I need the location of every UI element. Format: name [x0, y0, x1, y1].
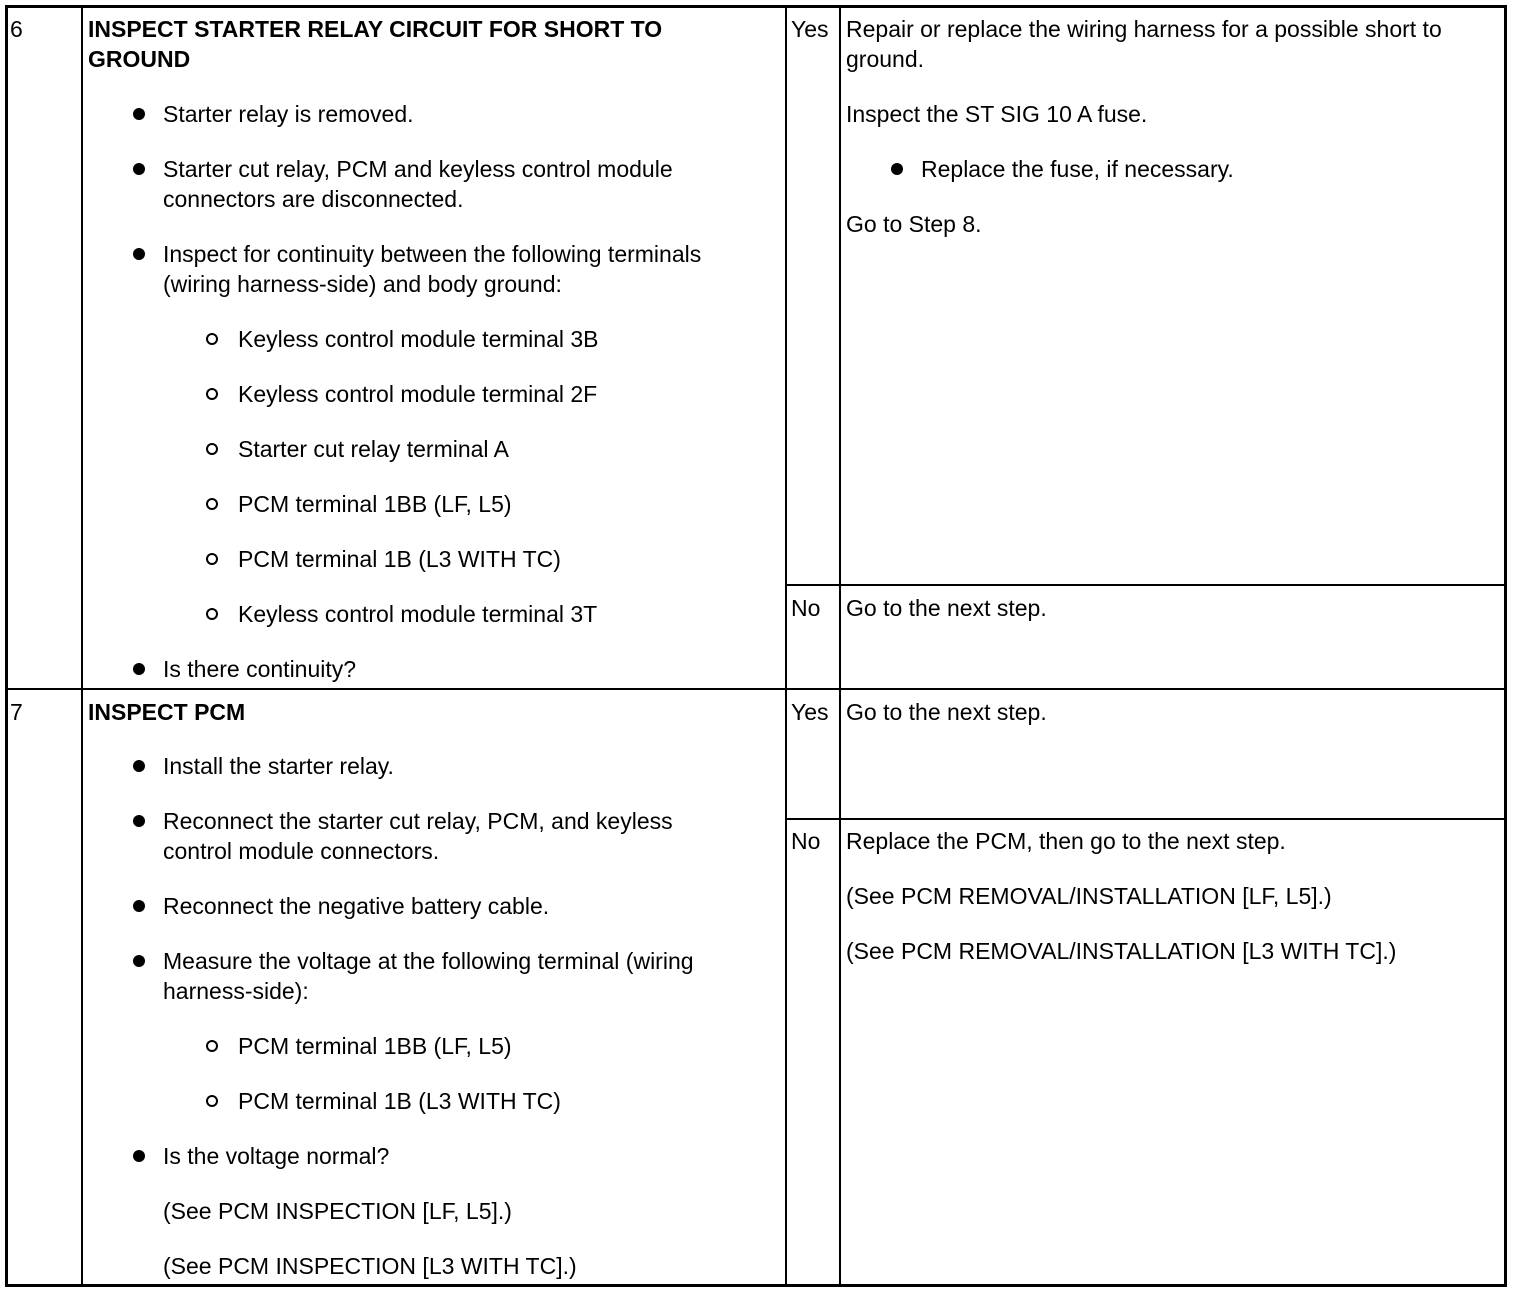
- row-divider: [5, 688, 1507, 690]
- terminal-item: Keyless control module terminal 3T: [238, 601, 598, 627]
- reference-link-text: (See PCM INSPECTION [L3 WITH TC].): [163, 1253, 577, 1279]
- step-instruction: Reconnect the starter cut relay, PCM, and keyless: [163, 808, 673, 834]
- step-question: Is there continuity?: [163, 656, 357, 682]
- reference-link-text: (See PCM REMOVAL/INSTALLATION [LF, L5].): [846, 883, 1332, 909]
- step-instruction: (wiring harness-side) and body ground:: [163, 271, 562, 297]
- terminal-item: PCM terminal 1BB (LF, L5): [238, 491, 512, 517]
- sub-bullet-icon: [206, 443, 218, 455]
- step-instruction: Install the starter relay.: [163, 753, 394, 779]
- result-action: Inspect the ST SIG 10 A fuse.: [846, 101, 1148, 127]
- step-title: INSPECT PCM: [88, 699, 246, 725]
- result-action: Go to the next step.: [846, 699, 1047, 725]
- sub-bullet-icon: [206, 1095, 218, 1107]
- column-divider: [839, 5, 841, 1287]
- bullet-icon: [133, 248, 145, 260]
- sub-bullet-icon: [206, 553, 218, 565]
- column-divider: [81, 5, 83, 1287]
- result-action: Replace the PCM, then go to the next step.: [846, 828, 1286, 854]
- result-divider: [785, 818, 1507, 820]
- terminal-item: PCM terminal 1B (L3 WITH TC): [238, 546, 561, 572]
- result-label-yes: Yes: [791, 16, 829, 42]
- terminal-item: Keyless control module terminal 2F: [238, 381, 598, 407]
- result-action: ground.: [846, 46, 925, 72]
- sub-bullet-icon: [206, 498, 218, 510]
- sub-bullet-icon: [206, 1040, 218, 1052]
- result-action: Replace the fuse, if necessary.: [921, 156, 1234, 182]
- bullet-icon: [133, 108, 145, 120]
- result-label-no: No: [791, 595, 821, 621]
- step-instruction: Measure the voltage at the following terminal (wiring: [163, 948, 694, 974]
- bullet-icon: [891, 163, 903, 175]
- step-title: GROUND: [88, 46, 191, 72]
- step-instruction: Starter cut relay, PCM and keyless control module: [163, 156, 673, 182]
- step-instruction: harness-side):: [163, 978, 309, 1004]
- result-action: Go to Step 8.: [846, 211, 982, 237]
- bullet-icon: [133, 760, 145, 772]
- step-number: 6: [10, 16, 23, 42]
- bullet-icon: [133, 900, 145, 912]
- bullet-icon: [133, 815, 145, 827]
- terminal-item: PCM terminal 1BB (LF, L5): [238, 1033, 512, 1059]
- step-instruction: Starter relay is removed.: [163, 101, 414, 127]
- sub-bullet-icon: [206, 388, 218, 400]
- sub-bullet-icon: [206, 608, 218, 620]
- reference-link-text: (See PCM INSPECTION [LF, L5].): [163, 1198, 512, 1224]
- terminal-item: PCM terminal 1B (L3 WITH TC): [238, 1088, 561, 1114]
- bullet-icon: [133, 163, 145, 175]
- terminal-item: Keyless control module terminal 3B: [238, 326, 599, 352]
- result-label-no: No: [791, 828, 821, 854]
- column-divider: [785, 5, 787, 1287]
- result-action: Repair or replace the wiring harness for a possible short to: [846, 16, 1442, 42]
- result-label-yes: Yes: [791, 699, 829, 725]
- step-instruction: Inspect for continuity between the following terminals: [163, 241, 702, 267]
- terminal-item: Starter cut relay terminal A: [238, 436, 509, 462]
- step-instruction: connectors are disconnected.: [163, 186, 464, 212]
- step-number: 7: [10, 699, 23, 725]
- result-divider: [785, 584, 1507, 586]
- reference-link-text: (See PCM REMOVAL/INSTALLATION [L3 WITH TC].): [846, 938, 1397, 964]
- bullet-icon: [133, 663, 145, 675]
- step-title: INSPECT STARTER RELAY CIRCUIT FOR SHORT TO: [88, 16, 663, 42]
- result-action: Go to the next step.: [846, 595, 1047, 621]
- step-instruction: control module connectors.: [163, 838, 440, 864]
- bullet-icon: [133, 1150, 145, 1162]
- step-question: Is the voltage normal?: [163, 1143, 390, 1169]
- sub-bullet-icon: [206, 333, 218, 345]
- bullet-icon: [133, 955, 145, 967]
- step-instruction: Reconnect the negative battery cable.: [163, 893, 550, 919]
